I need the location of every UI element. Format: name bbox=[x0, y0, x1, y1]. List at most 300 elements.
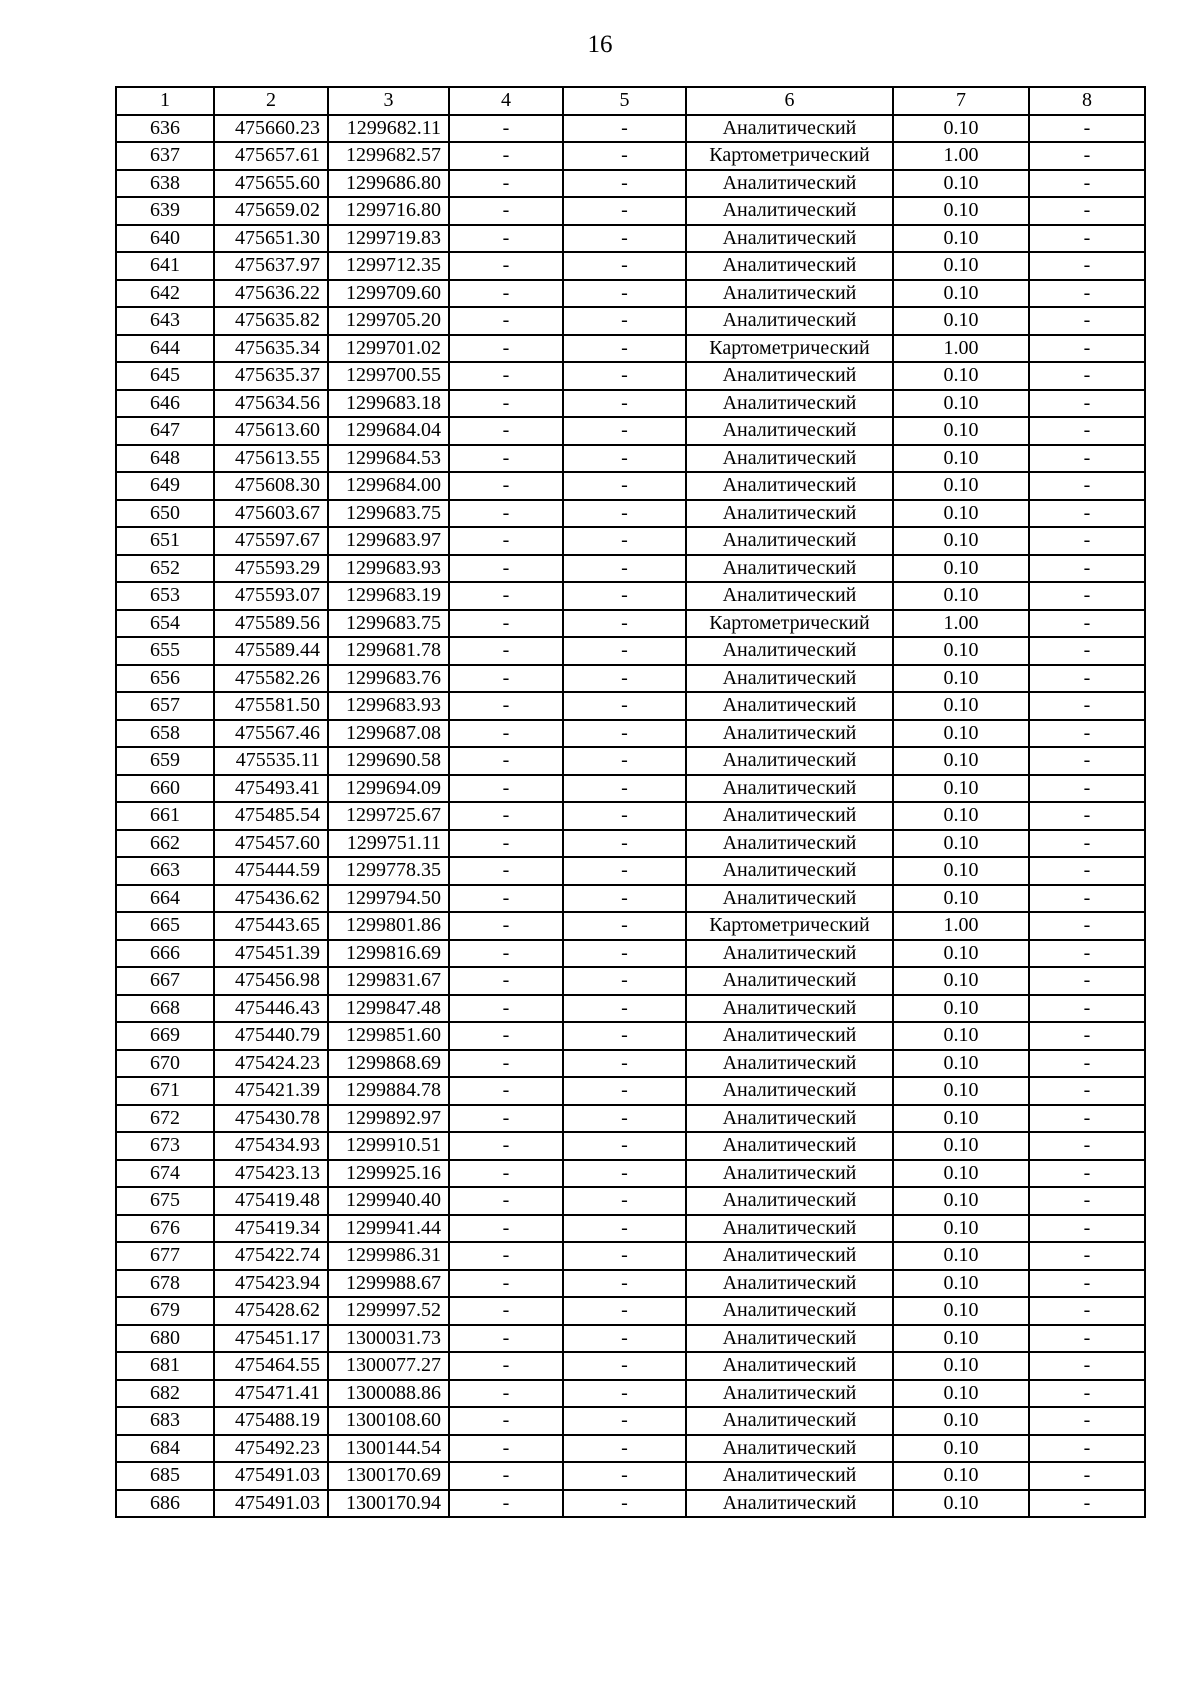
accuracy-cell: 0.10 bbox=[893, 1050, 1029, 1078]
col5-cell: - bbox=[563, 1325, 686, 1353]
col4-cell: - bbox=[449, 665, 563, 693]
col8-cell: - bbox=[1029, 1407, 1145, 1435]
point-number-cell: 656 bbox=[116, 665, 214, 693]
accuracy-cell: 0.10 bbox=[893, 307, 1029, 335]
accuracy-cell: 0.10 bbox=[893, 665, 1029, 693]
accuracy-cell: 0.10 bbox=[893, 857, 1029, 885]
accuracy-cell: 0.10 bbox=[893, 445, 1029, 473]
accuracy-cell: 0.10 bbox=[893, 1105, 1029, 1133]
accuracy-cell: 1.00 bbox=[893, 912, 1029, 940]
col4-cell: - bbox=[449, 225, 563, 253]
table-row bbox=[116, 170, 1145, 198]
col4-cell: - bbox=[449, 445, 563, 473]
col5-cell: - bbox=[563, 1462, 686, 1490]
accuracy-cell: 1.00 bbox=[893, 142, 1029, 170]
col8-cell: - bbox=[1029, 1352, 1145, 1380]
y-coordinate-cell: 1299684.00 bbox=[328, 472, 449, 500]
col5-cell: - bbox=[563, 1160, 686, 1188]
y-coordinate-cell: 1299941.44 bbox=[328, 1215, 449, 1243]
point-number-cell: 641 bbox=[116, 252, 214, 280]
y-coordinate-cell: 1300077.27 bbox=[328, 1352, 449, 1380]
y-coordinate-cell: 1300108.60 bbox=[328, 1407, 449, 1435]
col8-cell: - bbox=[1029, 445, 1145, 473]
x-coordinate-cell: 475582.26 bbox=[214, 665, 328, 693]
col8-cell: - bbox=[1029, 500, 1145, 528]
x-coordinate-cell: 475471.41 bbox=[214, 1380, 328, 1408]
y-coordinate-cell: 1299925.16 bbox=[328, 1160, 449, 1188]
table-row bbox=[116, 830, 1145, 858]
col8-cell: - bbox=[1029, 417, 1145, 445]
accuracy-cell: 0.10 bbox=[893, 362, 1029, 390]
col8-cell: - bbox=[1029, 967, 1145, 995]
col8-cell: - bbox=[1029, 555, 1145, 583]
col8-cell: - bbox=[1029, 610, 1145, 638]
col8-cell: - bbox=[1029, 197, 1145, 225]
method-cell: Аналитический bbox=[686, 637, 893, 665]
col5-cell: - bbox=[563, 1297, 686, 1325]
col5-cell: - bbox=[563, 335, 686, 363]
table-row bbox=[116, 747, 1145, 775]
col5-cell: - bbox=[563, 995, 686, 1023]
accuracy-cell: 0.10 bbox=[893, 170, 1029, 198]
col4-cell: - bbox=[449, 555, 563, 583]
col4-cell: - bbox=[449, 335, 563, 363]
point-number-cell: 643 bbox=[116, 307, 214, 335]
table-row bbox=[116, 1050, 1145, 1078]
col4-cell: - bbox=[449, 1270, 563, 1298]
table-row bbox=[116, 362, 1145, 390]
x-coordinate-cell: 475491.03 bbox=[214, 1490, 328, 1518]
col5-cell: - bbox=[563, 197, 686, 225]
y-coordinate-cell: 1299683.93 bbox=[328, 692, 449, 720]
column-header: 4 bbox=[449, 87, 563, 115]
col5-cell: - bbox=[563, 500, 686, 528]
x-coordinate-cell: 475419.48 bbox=[214, 1187, 328, 1215]
col5-cell: - bbox=[563, 142, 686, 170]
x-coordinate-cell: 475491.03 bbox=[214, 1462, 328, 1490]
method-cell: Картометрический bbox=[686, 912, 893, 940]
table-row bbox=[116, 802, 1145, 830]
point-number-cell: 662 bbox=[116, 830, 214, 858]
method-cell: Аналитический bbox=[686, 720, 893, 748]
method-cell: Аналитический bbox=[686, 500, 893, 528]
y-coordinate-cell: 1300031.73 bbox=[328, 1325, 449, 1353]
method-cell: Аналитический bbox=[686, 1352, 893, 1380]
method-cell: Аналитический bbox=[686, 940, 893, 968]
col8-cell: - bbox=[1029, 637, 1145, 665]
x-coordinate-cell: 475597.67 bbox=[214, 527, 328, 555]
y-coordinate-cell: 1300088.86 bbox=[328, 1380, 449, 1408]
accuracy-cell: 0.10 bbox=[893, 720, 1029, 748]
x-coordinate-cell: 475422.74 bbox=[214, 1242, 328, 1270]
point-number-cell: 653 bbox=[116, 582, 214, 610]
col5-cell: - bbox=[563, 1132, 686, 1160]
table-row bbox=[116, 142, 1145, 170]
col4-cell: - bbox=[449, 390, 563, 418]
point-number-cell: 675 bbox=[116, 1187, 214, 1215]
accuracy-cell: 0.10 bbox=[893, 1242, 1029, 1270]
accuracy-cell: 0.10 bbox=[893, 1352, 1029, 1380]
method-cell: Аналитический bbox=[686, 747, 893, 775]
col4-cell: - bbox=[449, 1462, 563, 1490]
col4-cell: - bbox=[449, 197, 563, 225]
col8-cell: - bbox=[1029, 720, 1145, 748]
table-row bbox=[116, 1187, 1145, 1215]
x-coordinate-cell: 475451.17 bbox=[214, 1325, 328, 1353]
y-coordinate-cell: 1300170.94 bbox=[328, 1490, 449, 1518]
col4-cell: - bbox=[449, 527, 563, 555]
table-row bbox=[116, 527, 1145, 555]
method-cell: Аналитический bbox=[686, 1407, 893, 1435]
point-number-cell: 640 bbox=[116, 225, 214, 253]
y-coordinate-cell: 1299687.08 bbox=[328, 720, 449, 748]
accuracy-cell: 0.10 bbox=[893, 1435, 1029, 1463]
col5-cell: - bbox=[563, 1105, 686, 1133]
y-coordinate-cell: 1299816.69 bbox=[328, 940, 449, 968]
x-coordinate-cell: 475613.55 bbox=[214, 445, 328, 473]
x-coordinate-cell: 475436.62 bbox=[214, 885, 328, 913]
col8-cell: - bbox=[1029, 1462, 1145, 1490]
column-header: 7 bbox=[893, 87, 1029, 115]
table-row bbox=[116, 885, 1145, 913]
x-coordinate-cell: 475608.30 bbox=[214, 472, 328, 500]
method-cell: Аналитический bbox=[686, 1435, 893, 1463]
col4-cell: - bbox=[449, 802, 563, 830]
col8-cell: - bbox=[1029, 1270, 1145, 1298]
y-coordinate-cell: 1299683.75 bbox=[328, 500, 449, 528]
y-coordinate-cell: 1299700.55 bbox=[328, 362, 449, 390]
table-row bbox=[116, 665, 1145, 693]
method-cell: Аналитический bbox=[686, 1270, 893, 1298]
col8-cell: - bbox=[1029, 1215, 1145, 1243]
point-number-cell: 661 bbox=[116, 802, 214, 830]
col5-cell: - bbox=[563, 1270, 686, 1298]
y-coordinate-cell: 1299681.78 bbox=[328, 637, 449, 665]
y-coordinate-cell: 1300170.69 bbox=[328, 1462, 449, 1490]
y-coordinate-cell: 1299716.80 bbox=[328, 197, 449, 225]
point-number-cell: 671 bbox=[116, 1077, 214, 1105]
point-number-cell: 659 bbox=[116, 747, 214, 775]
x-coordinate-cell: 475424.23 bbox=[214, 1050, 328, 1078]
col5-cell: - bbox=[563, 1490, 686, 1518]
method-cell: Аналитический bbox=[686, 417, 893, 445]
point-number-cell: 642 bbox=[116, 280, 214, 308]
table-row bbox=[116, 1132, 1145, 1160]
accuracy-cell: 0.10 bbox=[893, 1297, 1029, 1325]
col4-cell: - bbox=[449, 472, 563, 500]
col5-cell: - bbox=[563, 1187, 686, 1215]
col4-cell: - bbox=[449, 995, 563, 1023]
table-row bbox=[116, 1407, 1145, 1435]
page-number: 16 bbox=[587, 31, 613, 58]
col8-cell: - bbox=[1029, 692, 1145, 720]
table-row bbox=[116, 1270, 1145, 1298]
col8-cell: - bbox=[1029, 1435, 1145, 1463]
point-number-cell: 669 bbox=[116, 1022, 214, 1050]
col4-cell: - bbox=[449, 1187, 563, 1215]
col8-cell: - bbox=[1029, 225, 1145, 253]
col4-cell: - bbox=[449, 1050, 563, 1078]
accuracy-cell: 0.10 bbox=[893, 995, 1029, 1023]
y-coordinate-cell: 1299709.60 bbox=[328, 280, 449, 308]
table-row bbox=[116, 1435, 1145, 1463]
col5-cell: - bbox=[563, 802, 686, 830]
accuracy-cell: 0.10 bbox=[893, 417, 1029, 445]
col4-cell: - bbox=[449, 280, 563, 308]
col8-cell: - bbox=[1029, 912, 1145, 940]
accuracy-cell: 0.10 bbox=[893, 500, 1029, 528]
col4-cell: - bbox=[449, 170, 563, 198]
y-coordinate-cell: 1299683.97 bbox=[328, 527, 449, 555]
method-cell: Аналитический bbox=[686, 527, 893, 555]
col4-cell: - bbox=[449, 885, 563, 913]
col8-cell: - bbox=[1029, 1050, 1145, 1078]
x-coordinate-cell: 475589.56 bbox=[214, 610, 328, 638]
x-coordinate-cell: 475430.78 bbox=[214, 1105, 328, 1133]
column-header: 3 bbox=[328, 87, 449, 115]
x-coordinate-cell: 475423.94 bbox=[214, 1270, 328, 1298]
method-cell: Аналитический bbox=[686, 445, 893, 473]
y-coordinate-cell: 1299694.09 bbox=[328, 775, 449, 803]
point-number-cell: 665 bbox=[116, 912, 214, 940]
accuracy-cell: 0.10 bbox=[893, 1490, 1029, 1518]
col4-cell: - bbox=[449, 252, 563, 280]
x-coordinate-cell: 475444.59 bbox=[214, 857, 328, 885]
col4-cell: - bbox=[449, 142, 563, 170]
col4-cell: - bbox=[449, 362, 563, 390]
accuracy-cell: 0.10 bbox=[893, 747, 1029, 775]
accuracy-cell: 0.10 bbox=[893, 830, 1029, 858]
y-coordinate-cell: 1299701.02 bbox=[328, 335, 449, 363]
method-cell: Аналитический bbox=[686, 1050, 893, 1078]
x-coordinate-cell: 475434.93 bbox=[214, 1132, 328, 1160]
col8-cell: - bbox=[1029, 1490, 1145, 1518]
accuracy-cell: 0.10 bbox=[893, 775, 1029, 803]
column-header: 1 bbox=[116, 87, 214, 115]
table-row bbox=[116, 692, 1145, 720]
point-number-cell: 679 bbox=[116, 1297, 214, 1325]
col8-cell: - bbox=[1029, 857, 1145, 885]
x-coordinate-cell: 475535.11 bbox=[214, 747, 328, 775]
col8-cell: - bbox=[1029, 1325, 1145, 1353]
col5-cell: - bbox=[563, 307, 686, 335]
x-coordinate-cell: 475593.07 bbox=[214, 582, 328, 610]
col4-cell: - bbox=[449, 720, 563, 748]
col5-cell: - bbox=[563, 747, 686, 775]
column-header: 8 bbox=[1029, 87, 1145, 115]
col5-cell: - bbox=[563, 472, 686, 500]
accuracy-cell: 0.10 bbox=[893, 1380, 1029, 1408]
point-number-cell: 685 bbox=[116, 1462, 214, 1490]
table-row bbox=[116, 1022, 1145, 1050]
point-number-cell: 681 bbox=[116, 1352, 214, 1380]
coordinates-table bbox=[115, 86, 1146, 1518]
point-number-cell: 673 bbox=[116, 1132, 214, 1160]
point-number-cell: 638 bbox=[116, 170, 214, 198]
accuracy-cell: 0.10 bbox=[893, 1270, 1029, 1298]
x-coordinate-cell: 475589.44 bbox=[214, 637, 328, 665]
col5-cell: - bbox=[563, 252, 686, 280]
x-coordinate-cell: 475428.62 bbox=[214, 1297, 328, 1325]
y-coordinate-cell: 1299868.69 bbox=[328, 1050, 449, 1078]
method-cell: Аналитический bbox=[686, 1242, 893, 1270]
col8-cell: - bbox=[1029, 747, 1145, 775]
col4-cell: - bbox=[449, 582, 563, 610]
method-cell: Аналитический bbox=[686, 555, 893, 583]
y-coordinate-cell: 1299892.97 bbox=[328, 1105, 449, 1133]
x-coordinate-cell: 475456.98 bbox=[214, 967, 328, 995]
col4-cell: - bbox=[449, 1215, 563, 1243]
method-cell: Аналитический bbox=[686, 1022, 893, 1050]
col4-cell: - bbox=[449, 610, 563, 638]
point-number-cell: 649 bbox=[116, 472, 214, 500]
table-row bbox=[116, 1352, 1145, 1380]
col8-cell: - bbox=[1029, 1160, 1145, 1188]
x-coordinate-cell: 475660.23 bbox=[214, 115, 328, 143]
x-coordinate-cell: 475636.22 bbox=[214, 280, 328, 308]
col5-cell: - bbox=[563, 170, 686, 198]
table-row bbox=[116, 555, 1145, 583]
method-cell: Аналитический bbox=[686, 280, 893, 308]
x-coordinate-cell: 475485.54 bbox=[214, 802, 328, 830]
col5-cell: - bbox=[563, 445, 686, 473]
y-coordinate-cell: 1299683.76 bbox=[328, 665, 449, 693]
col8-cell: - bbox=[1029, 582, 1145, 610]
col5-cell: - bbox=[563, 912, 686, 940]
point-number-cell: 639 bbox=[116, 197, 214, 225]
col4-cell: - bbox=[449, 967, 563, 995]
accuracy-cell: 0.10 bbox=[893, 1325, 1029, 1353]
x-coordinate-cell: 475581.50 bbox=[214, 692, 328, 720]
method-cell: Аналитический bbox=[686, 1105, 893, 1133]
y-coordinate-cell: 1299986.31 bbox=[328, 1242, 449, 1270]
col8-cell: - bbox=[1029, 1187, 1145, 1215]
col5-cell: - bbox=[563, 885, 686, 913]
y-coordinate-cell: 1299751.11 bbox=[328, 830, 449, 858]
point-number-cell: 676 bbox=[116, 1215, 214, 1243]
x-coordinate-cell: 475651.30 bbox=[214, 225, 328, 253]
y-coordinate-cell: 1299988.67 bbox=[328, 1270, 449, 1298]
col4-cell: - bbox=[449, 857, 563, 885]
x-coordinate-cell: 475440.79 bbox=[214, 1022, 328, 1050]
table-row bbox=[116, 417, 1145, 445]
col5-cell: - bbox=[563, 582, 686, 610]
point-number-cell: 648 bbox=[116, 445, 214, 473]
table-row bbox=[116, 1242, 1145, 1270]
table-row bbox=[116, 940, 1145, 968]
table-row bbox=[116, 912, 1145, 940]
table-row bbox=[116, 1297, 1145, 1325]
col5-cell: - bbox=[563, 1352, 686, 1380]
point-number-cell: 660 bbox=[116, 775, 214, 803]
table-row bbox=[116, 582, 1145, 610]
x-coordinate-cell: 475457.60 bbox=[214, 830, 328, 858]
col8-cell: - bbox=[1029, 527, 1145, 555]
accuracy-cell: 0.10 bbox=[893, 885, 1029, 913]
col8-cell: - bbox=[1029, 390, 1145, 418]
method-cell: Аналитический bbox=[686, 830, 893, 858]
col5-cell: - bbox=[563, 1435, 686, 1463]
col4-cell: - bbox=[449, 1352, 563, 1380]
method-cell: Аналитический bbox=[686, 692, 893, 720]
table-header-row bbox=[116, 87, 1145, 115]
x-coordinate-cell: 475567.46 bbox=[214, 720, 328, 748]
col4-cell: - bbox=[449, 830, 563, 858]
col5-cell: - bbox=[563, 720, 686, 748]
method-cell: Аналитический bbox=[686, 307, 893, 335]
col8-cell: - bbox=[1029, 885, 1145, 913]
method-cell: Аналитический bbox=[686, 1187, 893, 1215]
method-cell: Аналитический bbox=[686, 115, 893, 143]
y-coordinate-cell: 1299801.86 bbox=[328, 912, 449, 940]
col5-cell: - bbox=[563, 775, 686, 803]
col5-cell: - bbox=[563, 1407, 686, 1435]
y-coordinate-cell: 1299712.35 bbox=[328, 252, 449, 280]
method-cell: Аналитический bbox=[686, 390, 893, 418]
col5-cell: - bbox=[563, 362, 686, 390]
table-row bbox=[116, 280, 1145, 308]
table-body bbox=[116, 115, 1145, 1518]
method-cell: Аналитический bbox=[686, 885, 893, 913]
y-coordinate-cell: 1299690.58 bbox=[328, 747, 449, 775]
table-row bbox=[116, 225, 1145, 253]
method-cell: Аналитический bbox=[686, 1380, 893, 1408]
col5-cell: - bbox=[563, 1215, 686, 1243]
column-header: 5 bbox=[563, 87, 686, 115]
method-cell: Аналитический bbox=[686, 252, 893, 280]
col8-cell: - bbox=[1029, 307, 1145, 335]
point-number-cell: 684 bbox=[116, 1435, 214, 1463]
col4-cell: - bbox=[449, 1242, 563, 1270]
col5-cell: - bbox=[563, 637, 686, 665]
table-row bbox=[116, 1490, 1145, 1518]
method-cell: Аналитический bbox=[686, 665, 893, 693]
col8-cell: - bbox=[1029, 115, 1145, 143]
col5-cell: - bbox=[563, 1050, 686, 1078]
col5-cell: - bbox=[563, 857, 686, 885]
table-row bbox=[116, 1215, 1145, 1243]
accuracy-cell: 0.10 bbox=[893, 252, 1029, 280]
method-cell: Аналитический bbox=[686, 1215, 893, 1243]
method-cell: Аналитический bbox=[686, 1297, 893, 1325]
x-coordinate-cell: 475443.65 bbox=[214, 912, 328, 940]
table-row bbox=[116, 637, 1145, 665]
y-coordinate-cell: 1299910.51 bbox=[328, 1132, 449, 1160]
y-coordinate-cell: 1299847.48 bbox=[328, 995, 449, 1023]
point-number-cell: 683 bbox=[116, 1407, 214, 1435]
col5-cell: - bbox=[563, 665, 686, 693]
col4-cell: - bbox=[449, 1132, 563, 1160]
point-number-cell: 682 bbox=[116, 1380, 214, 1408]
accuracy-cell: 0.10 bbox=[893, 555, 1029, 583]
col4-cell: - bbox=[449, 940, 563, 968]
table-row bbox=[116, 500, 1145, 528]
col4-cell: - bbox=[449, 1490, 563, 1518]
x-coordinate-cell: 475635.34 bbox=[214, 335, 328, 363]
y-coordinate-cell: 1299794.50 bbox=[328, 885, 449, 913]
col8-cell: - bbox=[1029, 665, 1145, 693]
accuracy-cell: 0.10 bbox=[893, 1187, 1029, 1215]
method-cell: Аналитический bbox=[686, 170, 893, 198]
point-number-cell: 672 bbox=[116, 1105, 214, 1133]
table-row bbox=[116, 1160, 1145, 1188]
y-coordinate-cell: 1299683.75 bbox=[328, 610, 449, 638]
y-coordinate-cell: 1299940.40 bbox=[328, 1187, 449, 1215]
x-coordinate-cell: 475419.34 bbox=[214, 1215, 328, 1243]
table-row bbox=[116, 1077, 1145, 1105]
col5-cell: - bbox=[563, 115, 686, 143]
accuracy-cell: 0.10 bbox=[893, 967, 1029, 995]
